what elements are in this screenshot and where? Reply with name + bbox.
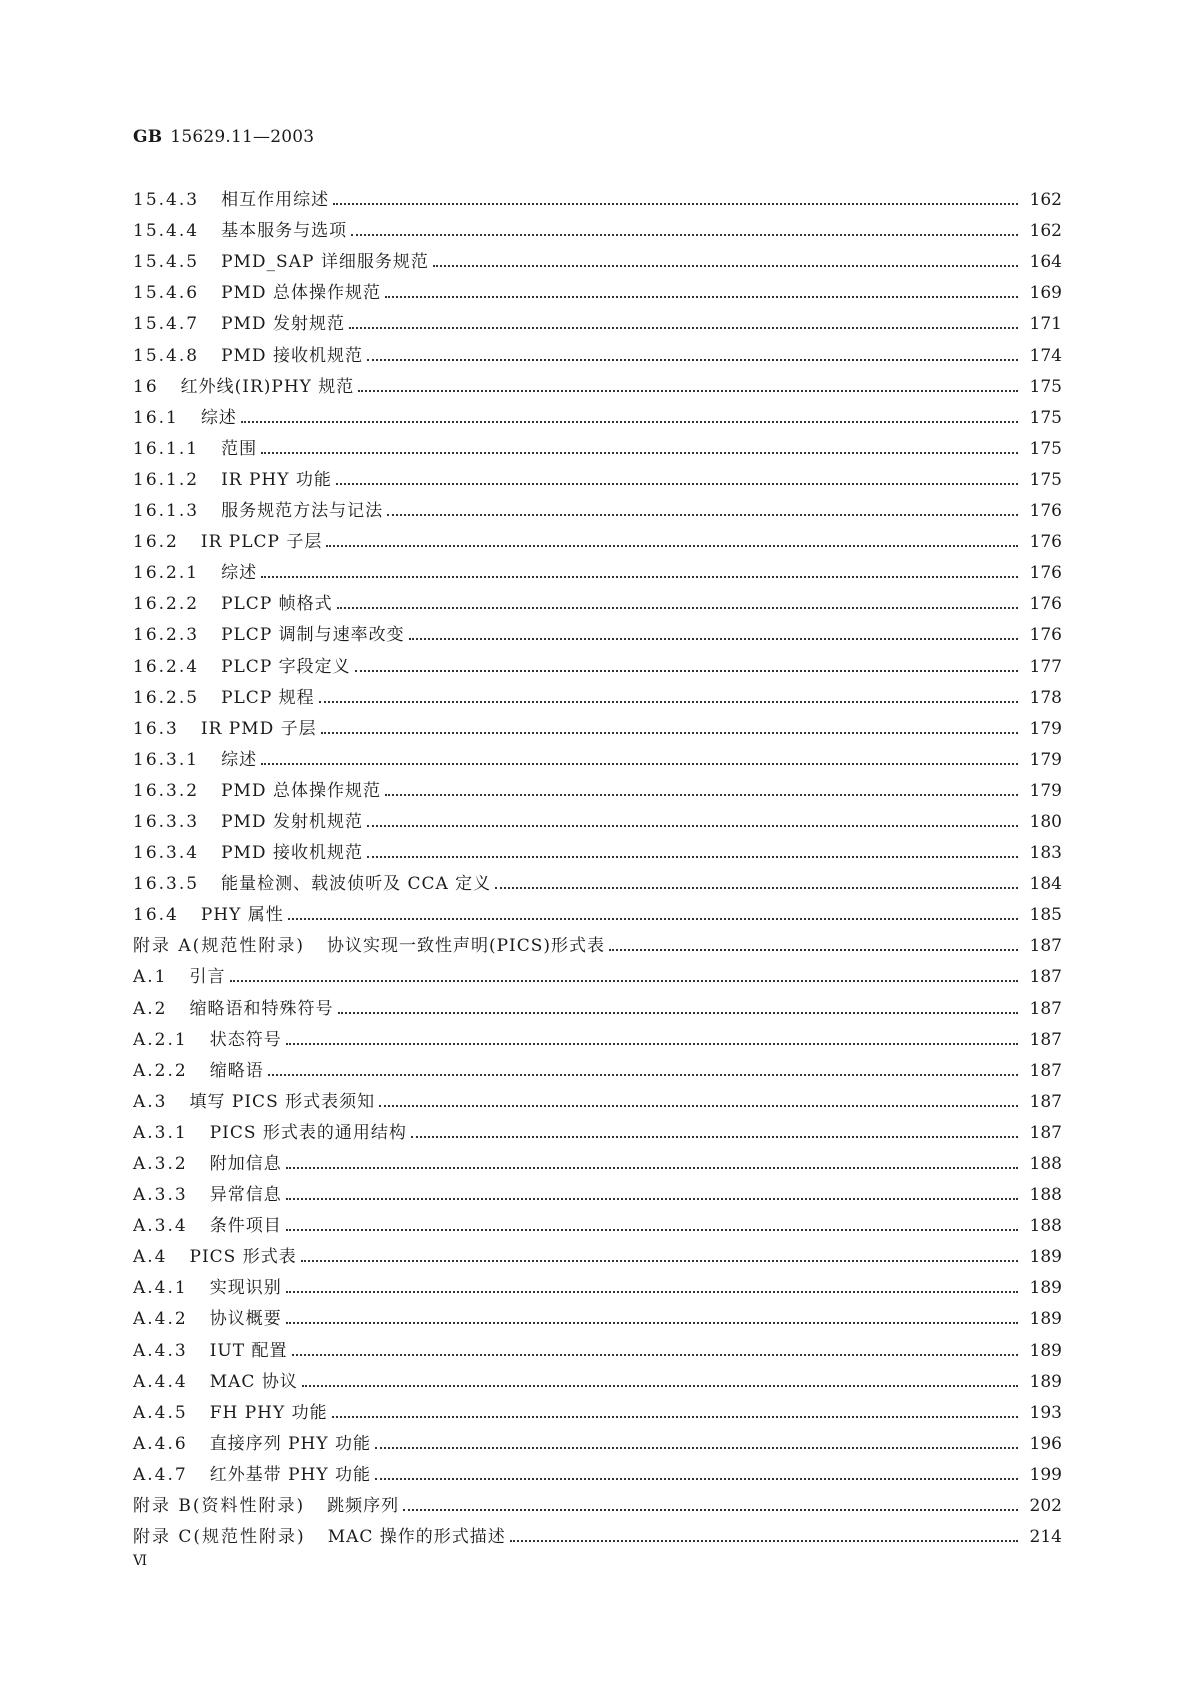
toc-entry-page: 176 — [1029, 532, 1062, 553]
toc-entry[interactable] — [133, 802, 1062, 833]
toc-entry-number: 16.3.4 — [133, 843, 200, 864]
toc-entry-page: 176 — [1029, 625, 1062, 646]
toc-entry-number: 16.2.2 — [133, 594, 200, 615]
toc-entry[interactable] — [133, 1144, 1062, 1175]
dot-leader — [411, 1136, 1018, 1138]
toc-entry-number: 16.3.5 — [133, 874, 200, 895]
toc-entry-title: 缩略语和特殊符号 — [189, 998, 334, 1019]
standard-code: 15629.11—2003 — [170, 127, 315, 147]
toc-entry-number: 15.4.3 — [133, 190, 200, 211]
toc-entry-page: 189 — [1029, 1247, 1062, 1268]
dot-leader — [336, 483, 1018, 485]
toc-entry-page: 169 — [1029, 283, 1062, 304]
dot-leader — [302, 1385, 1018, 1387]
toc-entry-number: A.4.4 — [133, 1371, 188, 1392]
toc-entry-page: 187 — [1029, 1091, 1062, 1112]
toc-entry[interactable] — [133, 709, 1062, 740]
toc-entry[interactable] — [133, 584, 1062, 615]
toc-entry[interactable] — [133, 1175, 1062, 1206]
toc-entry-page: 162 — [1029, 190, 1062, 211]
toc-entry-page: 189 — [1029, 1371, 1062, 1392]
toc-entry-number: 附录 C(规范性附录) — [133, 1527, 306, 1548]
toc-entry[interactable] — [133, 1268, 1062, 1299]
toc-entry-number: 16.1.2 — [133, 469, 200, 490]
toc-entry[interactable] — [133, 1206, 1062, 1237]
toc-entry-page: 176 — [1029, 563, 1062, 584]
toc-entry-number: 16.2.4 — [133, 656, 200, 677]
toc-entry-title: PMD 发射规范 — [221, 314, 345, 335]
toc-entry-title: PMD 总体操作规范 — [221, 283, 381, 304]
toc-entry-title: IR PLCP 子层 — [200, 532, 323, 553]
standard-prefix: GB — [133, 127, 163, 147]
toc-entry[interactable] — [133, 1393, 1062, 1424]
dot-leader — [326, 545, 1018, 547]
toc-entry-number: 附录 B(资料性附录) — [133, 1496, 306, 1517]
toc-entry-page: 187 — [1029, 1060, 1062, 1081]
toc-entry[interactable] — [133, 273, 1062, 304]
toc-entry-title: 引言 — [189, 967, 226, 988]
toc-entry-number: A.3 — [133, 1091, 168, 1112]
toc-entry-number: 16.3 — [133, 718, 179, 739]
toc-entry-title: IR PHY 功能 — [221, 469, 332, 490]
toc-entry[interactable] — [133, 460, 1062, 491]
toc-entry-number: 16.1.3 — [133, 501, 200, 522]
toc-entry-title: 条件项目 — [209, 1216, 282, 1237]
toc-entry-number: A.3.2 — [133, 1154, 188, 1174]
toc-entry-title: 直接序列 PHY 功能 — [209, 1433, 372, 1454]
dot-leader — [288, 918, 1018, 920]
toc-entry[interactable] — [133, 833, 1062, 864]
toc-entry-number: 15.4.4 — [133, 221, 200, 242]
toc-entry-number: 16.2.5 — [133, 687, 200, 708]
toc-entry[interactable] — [133, 740, 1062, 771]
toc-entry[interactable] — [133, 1455, 1062, 1486]
toc-entry-number: 16.1.1 — [133, 438, 200, 459]
dot-leader — [433, 265, 1018, 267]
toc-entry-number: 15.4.8 — [133, 345, 200, 366]
toc-entry-page: 164 — [1029, 252, 1062, 273]
toc-entry[interactable] — [133, 1113, 1062, 1144]
dot-leader — [261, 452, 1018, 454]
dot-leader — [385, 296, 1018, 298]
toc-entry-title: 综述 — [221, 563, 258, 584]
dot-leader — [286, 1043, 1018, 1045]
toc-entry[interactable] — [133, 1020, 1062, 1051]
dot-leader — [403, 1509, 1018, 1511]
dot-leader — [286, 1198, 1018, 1200]
toc-entry[interactable] — [133, 1486, 1062, 1517]
dot-leader — [261, 763, 1018, 765]
dot-leader — [367, 856, 1018, 858]
toc-entry-title: 基本服务与选项 — [221, 221, 348, 242]
toc-entry-page: 188 — [1029, 1185, 1062, 1206]
toc-entry-number: 16.2.3 — [133, 625, 200, 646]
toc-entry[interactable] — [133, 864, 1062, 895]
toc-entry-title: PMD 发射机规范 — [221, 811, 363, 832]
dot-leader — [367, 359, 1018, 361]
toc-entry-title: 异常信息 — [209, 1185, 282, 1206]
dot-leader — [349, 327, 1018, 329]
toc-entry[interactable] — [133, 242, 1062, 273]
toc-entry-number: A.4.5 — [133, 1402, 188, 1423]
toc-entry-page: 185 — [1029, 905, 1062, 926]
toc-entry-title: PLCP 规程 — [221, 687, 315, 708]
toc-entry-title: PLCP 调制与速率改变 — [221, 625, 405, 646]
toc-entry-title: MAC 协议 — [209, 1371, 298, 1392]
dot-leader — [379, 1105, 1018, 1107]
toc-entry-title: IUT 配置 — [209, 1340, 288, 1361]
toc-entry-page: 189 — [1029, 1309, 1062, 1330]
toc-entry-number: A.4.3 — [133, 1340, 188, 1361]
dot-leader — [351, 234, 1018, 236]
toc-entry-title: 能量检测、载波侦听及 CCA 定义 — [221, 874, 492, 895]
toc-entry-page: 175 — [1029, 469, 1062, 490]
toc-entry[interactable] — [133, 1082, 1062, 1113]
toc-entry-page: 177 — [1029, 656, 1062, 677]
toc-entry-page: 214 — [1029, 1527, 1062, 1548]
toc-entry-page: 187 — [1029, 936, 1062, 957]
toc-entry-number: A.4.1 — [133, 1278, 188, 1299]
dot-leader — [609, 949, 1018, 951]
toc-entry-number: A.4.6 — [133, 1433, 188, 1454]
toc-entry-page: 175 — [1029, 376, 1062, 397]
toc-entry-page: 174 — [1029, 345, 1062, 366]
toc-entry[interactable] — [133, 926, 1062, 957]
toc-entry[interactable] — [133, 646, 1062, 677]
dot-leader — [333, 203, 1018, 205]
toc-entry-title: 范围 — [221, 438, 258, 459]
toc-entry-title: PMD 接收机规范 — [221, 345, 363, 366]
toc-entry-title: 状态符号 — [209, 1029, 282, 1050]
toc-entry-title: PLCP 字段定义 — [221, 656, 351, 677]
toc-entry-page: 193 — [1029, 1402, 1062, 1423]
toc-entry[interactable] — [133, 678, 1062, 709]
toc-entry-page: 189 — [1029, 1278, 1062, 1299]
toc-entry-title: PMD 接收机规范 — [221, 843, 363, 864]
toc-entry-number: A.4.7 — [133, 1464, 188, 1485]
toc-entry[interactable] — [133, 522, 1062, 553]
toc-entry-title: MAC 操作的形式描述 — [327, 1527, 506, 1548]
toc-entry-page: 176 — [1029, 501, 1062, 522]
toc-entry-page: 179 — [1029, 749, 1062, 770]
toc-entry-page: 175 — [1029, 438, 1062, 459]
toc-entry-page: 196 — [1029, 1433, 1062, 1454]
dot-leader — [286, 1322, 1018, 1324]
toc-entry[interactable] — [133, 211, 1062, 242]
dot-leader — [510, 1540, 1018, 1542]
toc-entry-page: 199 — [1029, 1464, 1062, 1485]
toc-entry[interactable] — [133, 398, 1062, 429]
dot-leader — [286, 1229, 1018, 1231]
toc-entry-number: 15.4.6 — [133, 283, 200, 304]
toc-entry-number: 16.3.1 — [133, 749, 200, 770]
toc-entry[interactable] — [133, 429, 1062, 460]
toc-entry[interactable] — [133, 1299, 1062, 1330]
dot-leader — [355, 670, 1018, 672]
toc-entry-number: A.4 — [133, 1247, 168, 1268]
toc-entry-page: 187 — [1029, 1122, 1062, 1143]
dot-leader — [230, 980, 1019, 982]
toc-entry-title: 附加信息 — [209, 1154, 282, 1174]
toc-entry-page: 176 — [1029, 594, 1062, 615]
page-number: Ⅵ — [133, 1553, 148, 1569]
toc-entry-page: 187 — [1029, 1029, 1062, 1050]
dot-leader — [286, 1291, 1018, 1293]
toc-entry-title: 实现识别 — [209, 1278, 282, 1299]
dot-leader — [292, 1354, 1018, 1356]
toc-entry-page: 183 — [1029, 843, 1062, 864]
toc-entry-title: PMD_SAP 详细服务规范 — [221, 252, 429, 273]
toc-entry-page: 171 — [1029, 314, 1062, 335]
toc-entry-page: 162 — [1029, 221, 1062, 242]
toc-entry-title: 填写 PICS 形式表须知 — [189, 1091, 376, 1112]
toc-entry-page: 179 — [1029, 780, 1062, 801]
dot-leader — [301, 1260, 1018, 1262]
dot-leader — [358, 390, 1018, 392]
toc-entry[interactable] — [133, 1237, 1062, 1268]
dot-leader — [367, 825, 1018, 827]
table-of-contents — [133, 180, 1062, 1548]
toc-entry-title: PICS 形式表 — [189, 1247, 297, 1268]
dot-leader — [319, 701, 1018, 703]
toc-entry-title: 缩略语 — [209, 1060, 264, 1081]
toc-entry-title: PMD 总体操作规范 — [221, 780, 381, 801]
toc-entry-title: 综述 — [200, 407, 237, 428]
toc-entry-title: FH PHY 功能 — [209, 1402, 328, 1423]
toc-entry-number: A.2.1 — [133, 1029, 188, 1050]
toc-entry-title: PICS 形式表的通用结构 — [209, 1122, 407, 1143]
toc-entry-page: 189 — [1029, 1340, 1062, 1361]
toc-entry-number: 16.1 — [133, 407, 179, 428]
toc-entry-page: 188 — [1029, 1216, 1062, 1237]
toc-entry-number: 16.2.1 — [133, 563, 200, 584]
toc-entry-title: PHY 属性 — [200, 905, 284, 926]
toc-entry[interactable] — [133, 1051, 1062, 1082]
toc-entry-number: 16.3.2 — [133, 780, 200, 801]
dot-leader — [375, 1478, 1018, 1480]
toc-entry-number: A.2.2 — [133, 1060, 188, 1081]
dot-leader — [338, 1012, 1019, 1014]
toc-entry-title: 红外基带 PHY 功能 — [209, 1464, 372, 1485]
toc-entry[interactable] — [133, 1424, 1062, 1455]
toc-entry-number: A.3.4 — [133, 1216, 188, 1237]
toc-entry[interactable] — [133, 615, 1062, 646]
toc-entry-title: 协议实现一致性声明(PICS)形式表 — [326, 936, 606, 957]
toc-entry[interactable] — [133, 988, 1062, 1019]
dot-leader — [409, 638, 1018, 640]
toc-entry-page: 180 — [1029, 811, 1062, 832]
toc-entry-number: A.3.1 — [133, 1122, 188, 1143]
toc-entry[interactable] — [133, 1330, 1062, 1361]
toc-entry[interactable] — [133, 304, 1062, 335]
toc-entry-number: 附录 A(规范性附录) — [133, 936, 305, 957]
toc-entry[interactable] — [133, 957, 1062, 988]
dot-leader — [385, 794, 1018, 796]
dot-leader — [268, 1074, 1018, 1076]
toc-entry-number: 16.2 — [133, 532, 179, 553]
toc-entry-title: 综述 — [221, 749, 258, 770]
toc-entry-number: 15.4.5 — [133, 252, 200, 273]
dot-leader — [387, 514, 1018, 516]
dot-leader — [337, 607, 1018, 609]
toc-entry-page: 202 — [1029, 1496, 1062, 1517]
toc-entry-number: 16.3.3 — [133, 811, 200, 832]
toc-entry-title: 红外线(IR)PHY 规范 — [180, 376, 355, 397]
toc-entry-number: 15.4.7 — [133, 314, 200, 335]
toc-entry-number: 16.4 — [133, 905, 179, 926]
toc-entry-number: 16 — [133, 376, 159, 397]
toc-entry-title: PLCP 帧格式 — [221, 594, 333, 615]
toc-entry-number: A.3.3 — [133, 1185, 188, 1206]
toc-entry[interactable] — [133, 1517, 1062, 1548]
toc-entry-page: 187 — [1029, 967, 1062, 988]
toc-entry-page: 179 — [1029, 718, 1062, 739]
document-header — [133, 127, 314, 147]
dot-leader — [241, 421, 1018, 423]
dot-leader — [261, 576, 1018, 578]
toc-entry-title: 相互作用综述 — [221, 190, 330, 211]
toc-entry[interactable] — [133, 180, 1062, 211]
toc-entry-title: IR PMD 子层 — [200, 718, 317, 739]
dot-leader — [321, 732, 1018, 734]
toc-entry-page: 178 — [1029, 687, 1062, 708]
toc-entry[interactable] — [133, 367, 1062, 398]
toc-entry-number: A.1 — [133, 967, 168, 988]
toc-entry-page: 187 — [1029, 998, 1062, 1019]
dot-leader — [495, 887, 1018, 889]
toc-entry[interactable] — [133, 553, 1062, 584]
dot-leader — [332, 1416, 1018, 1418]
toc-entry[interactable] — [133, 1362, 1062, 1393]
toc-entry-number: A.2 — [133, 998, 168, 1019]
toc-entry-page: 188 — [1029, 1154, 1062, 1174]
toc-entry-page: 175 — [1029, 407, 1062, 428]
toc-entry[interactable] — [133, 491, 1062, 522]
toc-entry-title: 服务规范方法与记法 — [221, 501, 384, 522]
toc-entry[interactable] — [133, 895, 1062, 926]
toc-entry-number: A.4.2 — [133, 1309, 188, 1330]
toc-entry-title: 协议概要 — [209, 1309, 282, 1330]
toc-entry[interactable] — [133, 771, 1062, 802]
dot-leader — [375, 1447, 1018, 1449]
dot-leader — [286, 1167, 1018, 1169]
toc-entry-title: 跳频序列 — [327, 1496, 400, 1517]
toc-entry-page: 184 — [1029, 874, 1062, 895]
toc-entry[interactable] — [133, 335, 1062, 366]
